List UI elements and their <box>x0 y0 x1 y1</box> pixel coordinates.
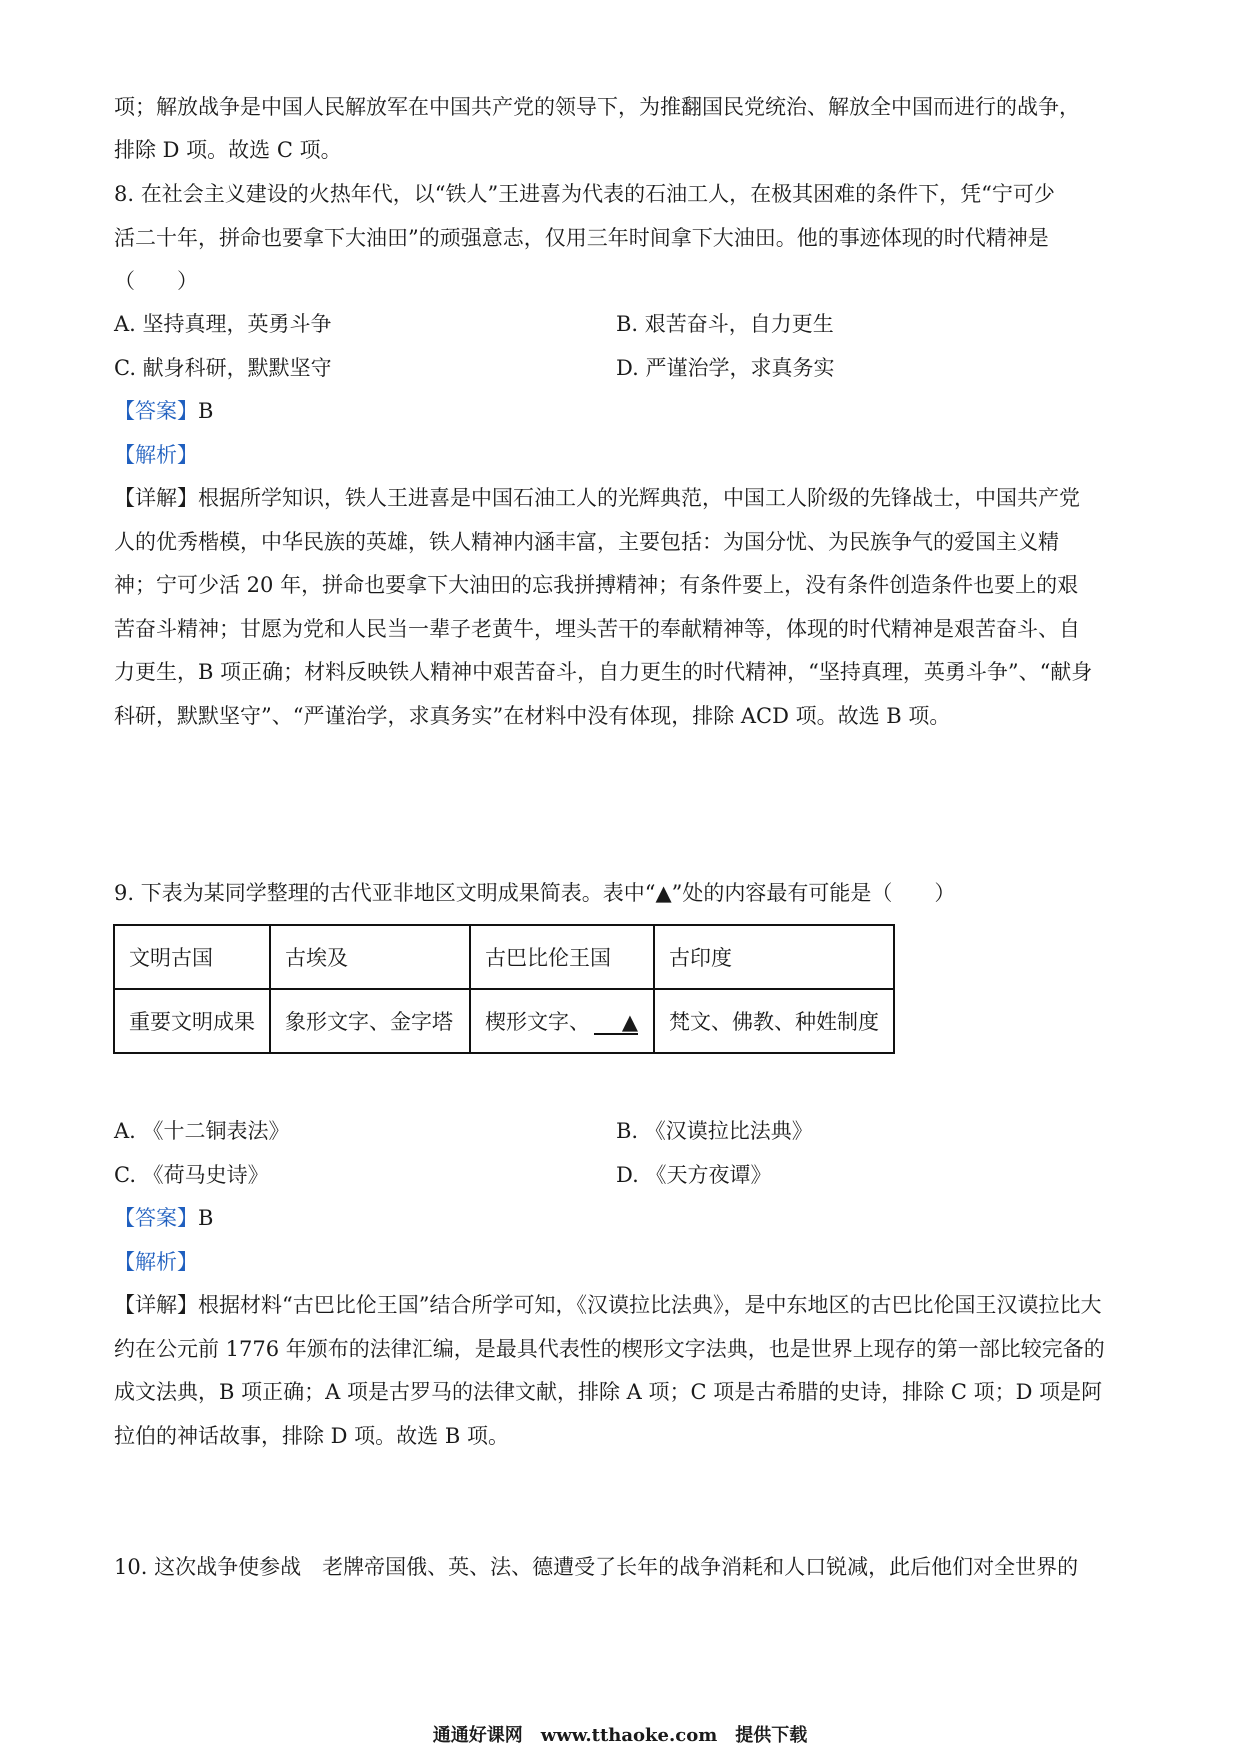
q9-detail-line: 拉伯的神话故事，排除 D 项。故选 B 项。 <box>114 1424 509 1448</box>
q8-stem-line: 8. 在社会主义建设的火热年代，以“铁人”王进喜为代表的石油工人，在极其困难的条件下，凭“宁可少 <box>114 182 1055 206</box>
q8-stem-line: 活二十年，拼命也要拿下大油田”的顽强意志，仅用三年时间拿下大油田。他的事迹体现的时代精神是 <box>114 226 1049 250</box>
q8-detail-line: 【详解】根据所学知识，铁人王进喜是中国石油工人的光辉典范，中国工人阶级的先锋战士，中国共产党 <box>114 486 1080 510</box>
prev-explanation-line: 排除 D 项。故选 C 项。 <box>114 138 342 162</box>
table-row <box>114 925 894 989</box>
q8-detail-line: 科研，默默坚守”、“严谨治学，求真务实”在材料中没有体现，排除 ACD 项。故选 B 项。 <box>114 704 951 728</box>
q9-detail-line: 约在公元前 1776 年颁布的法律汇编，是最具代表性的楔形文字法典，也是世界上现存的第一部比较完备的 <box>114 1337 1105 1361</box>
table-cell: 文明古国 <box>114 925 270 989</box>
q10-stem: 10. 这次战争使参战 老牌帝国俄、英、法、德遭受了长年的战争消耗和人口锐减，此后他们对全世界的 <box>114 1555 1079 1579</box>
answer-tag: 【答案】 <box>114 1206 198 1230</box>
q9-answer <box>114 1203 213 1233</box>
q8-detail-line: 力更生，B 项正确；材料反映铁人精神中艰苦奋斗，自力更生的时代精神，“坚持真理，英勇斗争”、“献身 <box>114 660 1093 684</box>
q8-option-b: B. 艰苦奋斗，自力更生 <box>616 312 834 336</box>
table-cell: 象形文字、金字塔 <box>270 989 470 1053</box>
q9-option-c: C. 《荷马史诗》 <box>114 1163 269 1187</box>
prev-explanation-line: 项；解放战争是中国人民解放军在中国共产党的领导下，为推翻国民党统治、解放全中国而进行的战争， <box>114 95 1080 119</box>
answer-value: B <box>198 399 214 423</box>
table-cell: 梵文、佛教、种姓制度 <box>654 989 894 1053</box>
q8-stem-line: （ ） <box>114 269 198 293</box>
cell-text: 楔形文字、 <box>485 1010 590 1034</box>
q8-option-c: C. 献身科研，默默坚守 <box>114 356 332 380</box>
q8-answer <box>114 396 213 426</box>
answer-tag: 【答案】 <box>114 399 198 423</box>
q9-option-b: B. 《汉谟拉比法典》 <box>616 1119 813 1143</box>
q8-option-a: A. 坚持真理，英勇斗争 <box>114 312 332 336</box>
page-footer: 通通好课网 www.tthaoke.com 提供下载 <box>432 1725 808 1746</box>
table-cell: 古印度 <box>654 925 894 989</box>
q9-analysis-tag: 【解析】 <box>114 1250 198 1274</box>
triangle-blank-mark: ▲ <box>594 1011 638 1035</box>
table-cell: 古巴比伦王国 <box>470 925 654 989</box>
answer-value: B <box>198 1206 214 1230</box>
q9-option-d: D. 《天方夜谭》 <box>616 1163 772 1187</box>
table-cell <box>470 989 654 1053</box>
table-row <box>114 989 894 1053</box>
q8-option-d: D. 严谨治学，求真务实 <box>616 356 835 380</box>
q8-detail-line: 苦奋斗精神；甘愿为党和人民当一辈子老黄牛，埋头苦干的奉献精神等，体现的时代精神是艰苦奋斗、自 <box>114 617 1080 641</box>
q9-stem: 9. 下表为某同学整理的古代亚非地区文明成果简表。表中“▲”处的内容最有可能是（ ） <box>114 881 956 905</box>
q9-detail-line: 成文法典，B 项正确；A 项是古罗马的法律文献，排除 A 项；C 项是古希腊的史诗，排除 C 项；D 项是阿 <box>114 1380 1103 1404</box>
q8-detail-line: 神；宁可少活 20 年，拼命也要拿下大油田的忘我拼搏精神；有条件要上，没有条件创造条件也要上的艰 <box>114 573 1079 597</box>
q8-analysis-tag: 【解析】 <box>114 443 198 467</box>
q9-option-a: A. 《十二铜表法》 <box>114 1119 290 1143</box>
q8-detail-line: 人的优秀楷模，中华民族的英雄，铁人精神内涵丰富，主要包括：为国分忧、为民族争气的爱国主义精 <box>114 530 1059 554</box>
civilization-table <box>113 924 895 1054</box>
table-cell: 古埃及 <box>270 925 470 989</box>
q9-detail-line: 【详解】根据材料“古巴比伦王国”结合所学可知，《汉谟拉比法典》，是中东地区的古巴比伦国王汉谟拉比大 <box>114 1293 1102 1317</box>
table-cell: 重要文明成果 <box>114 989 270 1053</box>
